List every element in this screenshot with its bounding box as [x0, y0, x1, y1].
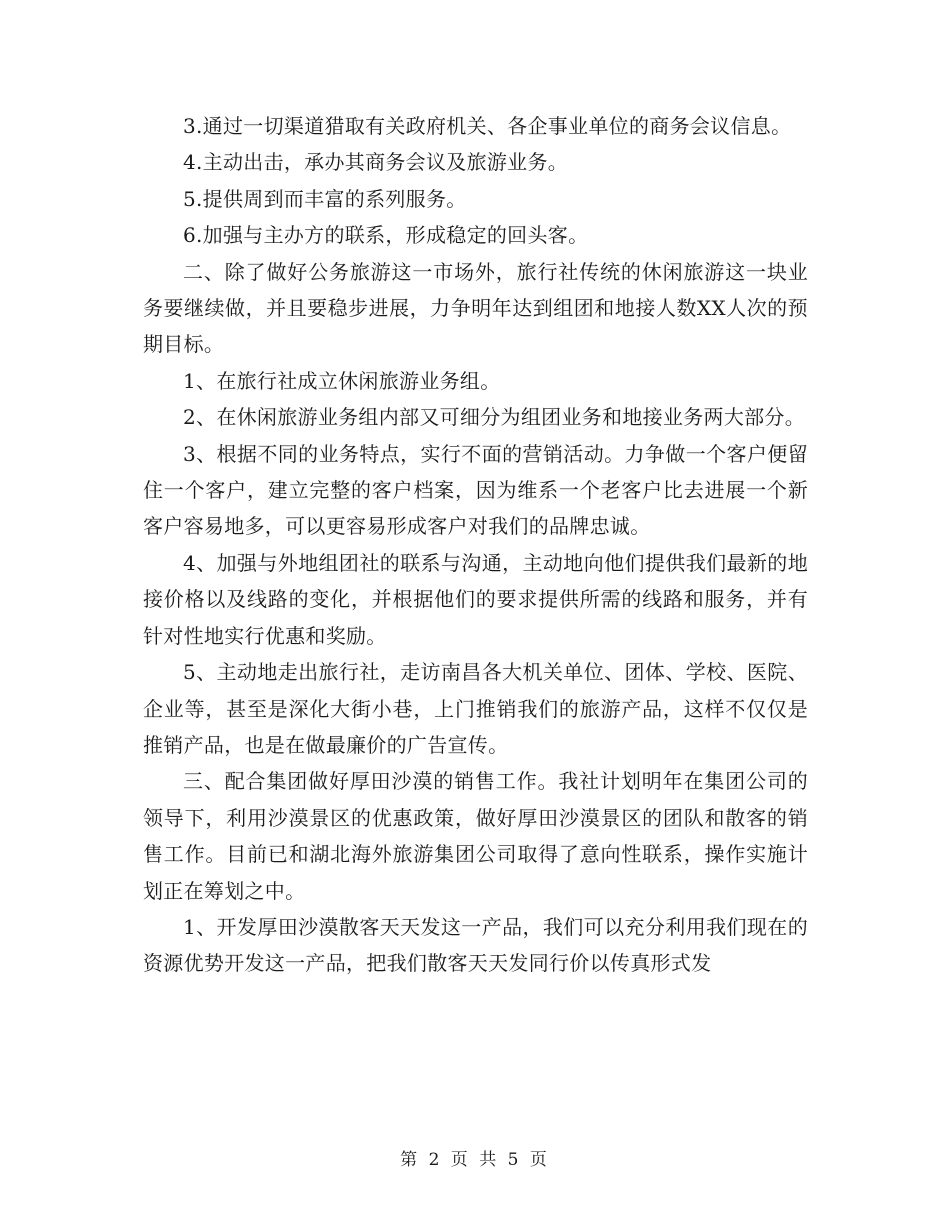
paragraph-leisure-5: 5、主动地走出旅行社，走访南昌各大机关单位、团体、学校、医院、企业等，甚至是深化大街小巷，上门推销我们的旅游产品，这样不仅仅是推销产品，也是在做最廉价的广告宣传。: [143, 660, 808, 757]
paragraph-leisure-2: 2、在休闲旅游业务组内部又可细分为组团业务和地接业务两大部分。: [183, 405, 806, 430]
paragraph-item-3: 3.通过一切渠道猎取有关政府机关、各企事业单位的商务会议信息。: [183, 114, 792, 138]
document-body: [143, 108, 808, 982]
paragraph-item-4: 4.主动出击，承办其商务会议及旅游业务。: [183, 150, 569, 175]
section-heading-2: 二、除了做好公务旅游这一市场外，旅行社传统的休闲旅游这一块业务要继续做，并且要稳步进展，力争明年达到组团和地接人数XX人次的预期目标。: [143, 259, 808, 357]
paragraph-leisure-1: 1、在旅行社成立休闲旅游业务组。: [183, 368, 501, 393]
paragraph-leisure-3: 3、根据不同的业务特点，实行不面的营销活动。力争做一个客户便留住一个客户，建立完整的客户档案，因为维系一个老客户比去进展一个新客户容易地多，可以更容易形成客户对我们的品牌忠诚。: [143, 441, 808, 539]
paragraph-item-5: 5.提供周到而丰富的系列服务。: [183, 186, 467, 211]
section-heading-3: 三、配合集团做好厚田沙漠的销售工作。我社计划明年在集团公司的领导下，利用沙漠景区的优惠政策，做好厚田沙漠景区的团队和散客的销售工作。目前已和湖北海外旅游集团公司取得了意向性联系，操作实施计划正在筹划之中。: [143, 769, 808, 903]
paragraph-desert-1: 1、开发厚田沙漠散客天天发这一产品，我们可以充分利用我们现在的资源优势开发这一产品，把我们散客天天发同行价以传真形式发: [143, 914, 808, 976]
paragraph-leisure-4: 4、加强与外地组团社的联系与沟通，主动地向他们提供我们最新的地接价格以及线路的变化，并根据他们的要求提供所需的线路和服务，并有针对性地实行优惠和奖励。: [143, 550, 808, 648]
paragraph-item-6: 6.加强与主办方的联系，形成稳定的回头客。: [183, 223, 589, 248]
page-number-footer: 第 2 页 共 5 页: [400, 1150, 550, 1170]
